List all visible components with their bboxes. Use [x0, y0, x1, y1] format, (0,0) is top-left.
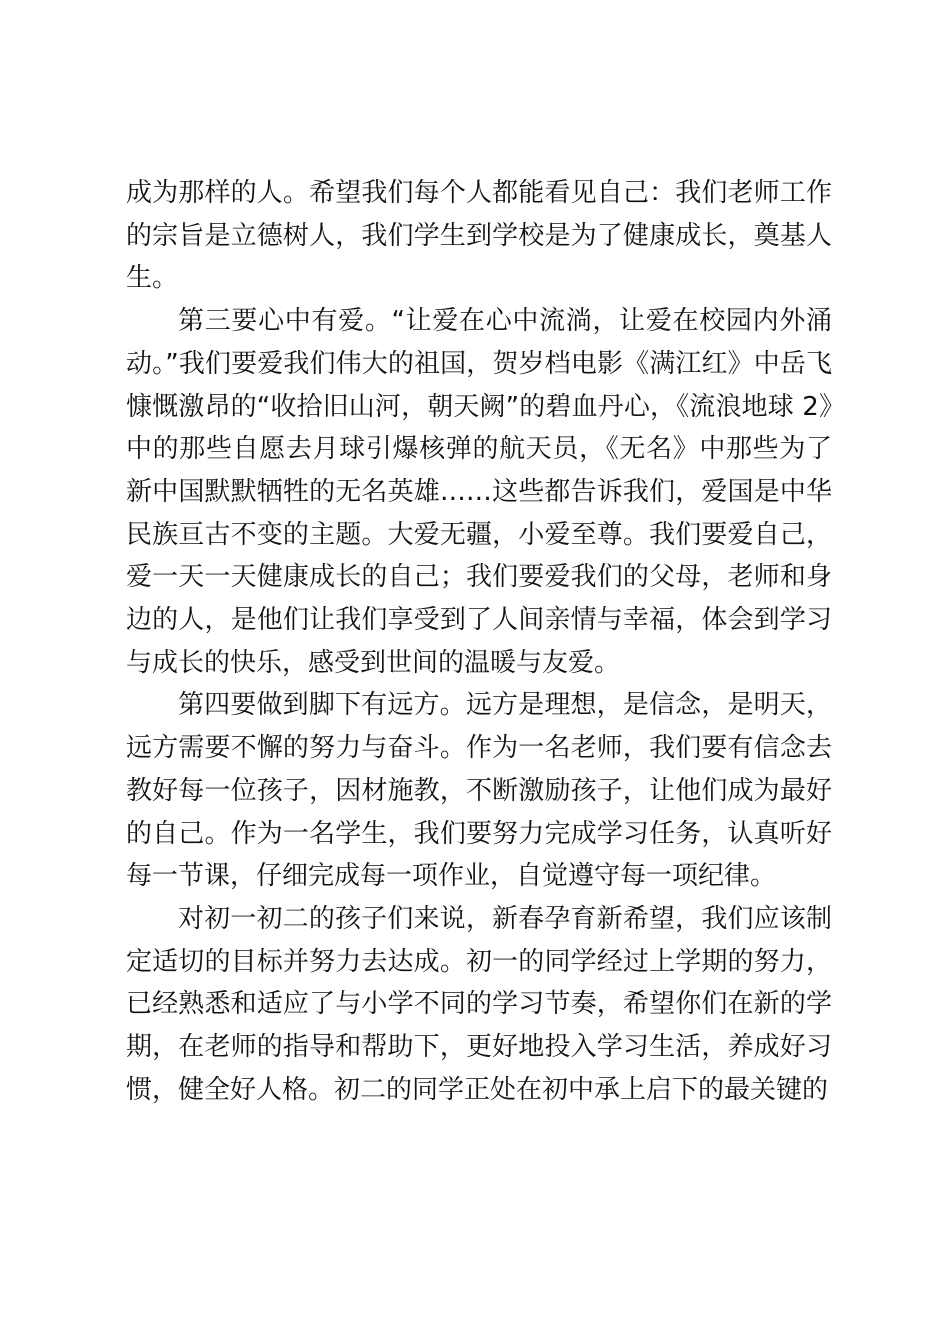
- paragraph-1: 成为那样的人。希望我们每个人都能看见自己：我们老师工作的宗旨是立德树人，我们学生到学校是为了健康成长，奠基人生。: [126, 178, 832, 294]
- document-body: [126, 172, 832, 1111]
- paragraph-4: 对初一初二的孩子们来说，新春孕育新希望，我们应该制定适切的目标并努力去达成。初一的同学经过上学期的努力，已经熟悉和适应了与小学不同的学习节奏，希望你们在新的学期，在老师的指导和帮助下，更好地投入学习生活，养成好习惯，健全好人格。初二的同学正处在初中承上启下的最关键的: [126, 903, 832, 1105]
- paragraph-2: 第三要心中有爱。“让爱在心中流淌，让爱在校园内外涌动。”我们要爱我们伟大的祖国，贺岁档电影《满江红》中岳飞慷慨激昂的“收拾旧山河，朝天阙”的碧血丹心，《流浪地球 2》中的那些自愿去月球引爆核弹的航天员，《无名》中那些为了新中国默默牺牲的无名英雄……这些都告诉我们，爱国是中华民族亘古不变的主题。大爱无疆，小爱至尊。我们要爱自己，爱一天一天健康成长的自己；我们要爱我们的父母，老师和身边的人，是他们让我们享受到了人间亲情与幸福，体会到学习与成长的快乐，感受到世间的温暖与友爱。: [126, 306, 832, 678]
- paragraph-3: 第四要做到脚下有远方。远方是理想，是信念，是明天，远方需要不懈的努力与奋斗。作为一名老师，我们要有信念去教好每一位孩子，因材施教，不断激励孩子，让他们成为最好的自己。作为一名学生，我们要努力完成学习任务，认真听好每一节课，仔细完成每一项作业，自觉遵守每一项纪律。: [126, 690, 832, 892]
